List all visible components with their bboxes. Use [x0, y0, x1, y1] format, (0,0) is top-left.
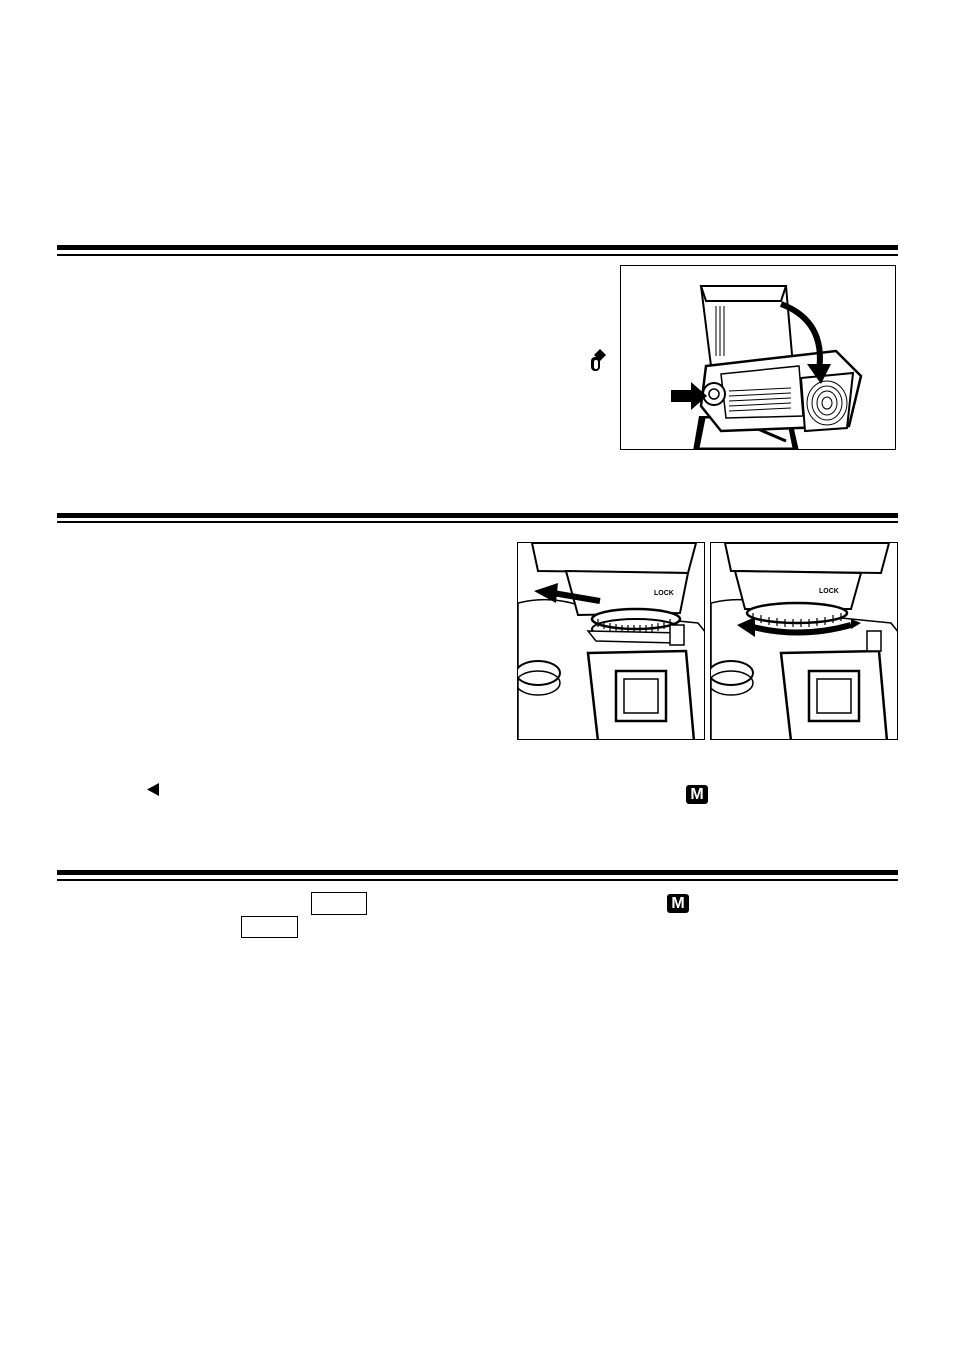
section-3-rule-thin: [57, 879, 898, 881]
lock-label-right: LOCK: [819, 588, 839, 595]
section-1-rule-thin: [57, 254, 898, 256]
wide-panel-icon: [588, 348, 608, 379]
wide-panel-figure: [620, 265, 896, 450]
manual-mode-badge: M: [686, 785, 708, 804]
triangle-left-icon: [147, 783, 159, 801]
section-2-rule-thick: [57, 513, 898, 518]
section-3-rule-thick: [57, 870, 898, 875]
lock-label-left: LOCK: [654, 590, 674, 597]
shoe-mount-figure-right: [710, 542, 898, 740]
section-2-rule-thin: [57, 521, 898, 523]
key-label-box-1: [311, 892, 367, 915]
section-1-rule-thick: [57, 245, 898, 250]
manual-mode-badge-2: M: [667, 894, 689, 913]
key-label-box-2: [241, 916, 298, 938]
shoe-mount-figure-left: [517, 542, 705, 740]
